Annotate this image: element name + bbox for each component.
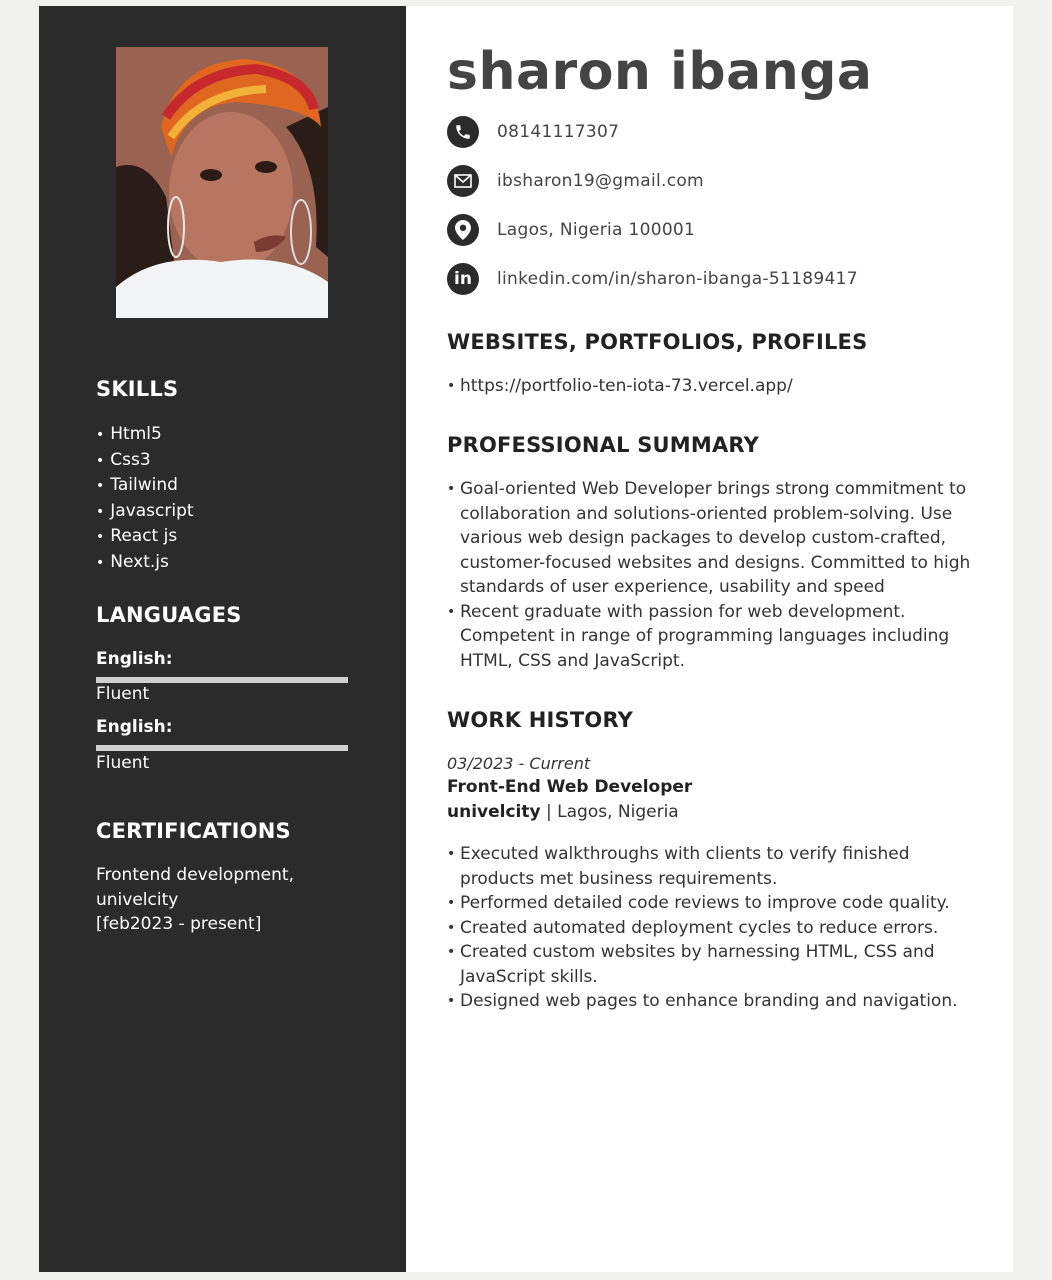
summary-list bbox=[447, 477, 987, 673]
certification bbox=[96, 863, 294, 937]
skill-item: • Javascript bbox=[96, 499, 194, 525]
certification-issuer: univelcity bbox=[96, 889, 179, 910]
email-icon bbox=[447, 165, 479, 197]
certification-name: Frontend development, bbox=[96, 865, 294, 885]
job-separator: | bbox=[546, 802, 552, 822]
language-name: English: bbox=[96, 717, 173, 737]
phone-icon bbox=[447, 116, 479, 148]
language-level: Fluent bbox=[96, 684, 150, 704]
job-company: univelcity bbox=[447, 802, 541, 822]
websites-heading: WEBSITES, PORTFOLIOS, PROFILES bbox=[447, 330, 868, 354]
skill-item: • Css3 bbox=[96, 448, 194, 474]
phone-number: 08141117307 bbox=[497, 122, 620, 142]
certifications-heading: CERTIFICATIONS bbox=[96, 819, 291, 843]
job-duty: • Performed detailed code reviews to improve code quality. bbox=[447, 891, 987, 916]
job-duty: • Created automated deployment cycles to reduce errors. bbox=[447, 916, 987, 941]
certification-dates: [feb2023 - present] bbox=[96, 914, 262, 934]
work-history-heading: WORK HISTORY bbox=[447, 708, 634, 732]
contact-location bbox=[447, 214, 695, 246]
summary-heading: PROFESSIONAL SUMMARY bbox=[447, 433, 760, 457]
contact-linkedin bbox=[447, 263, 858, 295]
skill-item: • Next.js bbox=[96, 550, 194, 576]
website-link[interactable]: • https://portfolio-ten-iota-73.vercel.app/ bbox=[447, 374, 987, 399]
language-proficiency-bar bbox=[96, 677, 348, 683]
resume-page bbox=[39, 6, 1013, 1272]
profile-photo bbox=[116, 47, 328, 318]
job-title: Front-End Web Developer bbox=[447, 777, 693, 797]
job-location: Lagos, Nigeria bbox=[557, 802, 679, 822]
skills-heading: SKILLS bbox=[96, 377, 179, 401]
languages-heading: LANGUAGES bbox=[96, 603, 242, 627]
location-pin-icon bbox=[447, 214, 479, 246]
job-dates: 03/2023 - Current bbox=[447, 754, 591, 773]
job-duty: • Executed walkthroughs with clients to verify finished products met business requirements. bbox=[447, 842, 987, 891]
job-duties-list bbox=[447, 842, 987, 1014]
skill-item: • Html5 bbox=[96, 422, 194, 448]
job-duty: • Designed web pages to enhance branding and navigation. bbox=[447, 989, 987, 1014]
summary-item: • Recent graduate with passion for web development. Competent in range of programming languages including HTML, CSS and JavaScript. bbox=[447, 600, 987, 674]
language-level: Fluent bbox=[96, 753, 150, 773]
email-address[interactable]: ibsharon19@gmail.com bbox=[497, 171, 704, 191]
linkedin-icon: in bbox=[447, 263, 479, 295]
job-company-line bbox=[447, 802, 679, 822]
location-text: Lagos, Nigeria 100001 bbox=[497, 220, 696, 240]
sidebar bbox=[39, 6, 406, 1272]
contact-phone bbox=[447, 116, 619, 148]
language-name: English: bbox=[96, 649, 173, 669]
summary-item: • Goal-oriented Web Developer brings strong commitment to collaboration and solutions-oriented problem-solving. Use various web design packages to develop custom-crafted, customer-focused websites and designs. Committed to high standards of user experience, usability and speed bbox=[447, 477, 987, 600]
websites-list bbox=[447, 374, 987, 399]
skill-item: • React js bbox=[96, 524, 194, 550]
contact-email bbox=[447, 165, 704, 197]
candidate-name: sharon ibanga bbox=[447, 42, 873, 102]
linkedin-url[interactable]: linkedin.com/in/sharon-ibanga-51189417 bbox=[497, 269, 858, 289]
skills-list bbox=[96, 422, 194, 576]
skill-item: • Tailwind bbox=[96, 473, 194, 499]
language-proficiency-bar bbox=[96, 745, 348, 751]
job-duty: • Created custom websites by harnessing HTML, CSS and JavaScript skills. bbox=[447, 940, 987, 989]
